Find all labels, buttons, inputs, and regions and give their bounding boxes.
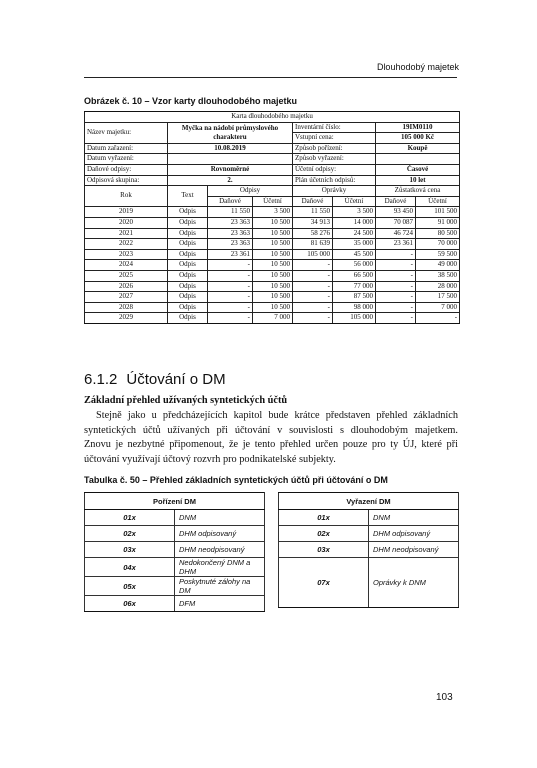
row-tax-depreciation: 23 363 [208, 217, 253, 228]
header-rule [84, 77, 457, 78]
subheader-accounting: Účetní [253, 196, 293, 207]
label-accounting-depreciation: Účetní odpisy: [293, 164, 376, 175]
paragraph-line: Znovu je nezbytné připomenout, že je tento přehled určen pouze pro ty ÚJ, které při [84, 439, 458, 451]
row-tax-residual: - [376, 292, 416, 303]
running-head: Dlouhodobý majetek [376, 62, 459, 72]
value-acquisition-method: Koupě [376, 143, 460, 154]
paragraph-line: syntetických účtů užívaných při účtování v souvislosti s dlouhodobým majetkem. [84, 424, 458, 436]
account-name: Nedokončený DNM a DHM [175, 558, 265, 577]
header-accumulated: Oprávky [293, 186, 376, 197]
row-accounting-residual: 49 000 [416, 260, 460, 271]
label-date-removed: Datum vyřazení: [85, 154, 168, 165]
row-tax-depreciation: - [208, 302, 253, 313]
value-date-added: 10.08.2019 [168, 143, 293, 154]
row-accounting-residual: 101 500 [416, 207, 460, 218]
label-removal-method: Způsob vyřazení: [293, 154, 376, 165]
row-tax-depreciation: - [208, 313, 253, 324]
row-accounting-residual: 80 500 [416, 228, 460, 239]
paragraph [84, 409, 458, 467]
row-text: Odpis [168, 292, 208, 303]
row-text: Odpis [168, 260, 208, 271]
value-date-removed [168, 154, 293, 165]
value-depreciation-plan: 10 let [376, 175, 460, 186]
card-title: Karta dlouhodobého majetku [85, 112, 460, 123]
row-tax-residual: 70 087 [376, 217, 416, 228]
row-tax-depreciation: - [208, 260, 253, 271]
row-tax-accumulated: 34 913 [293, 217, 333, 228]
removal-column [278, 492, 459, 608]
row-tax-residual: - [376, 260, 416, 271]
section-title: Účtování o DM [126, 371, 226, 388]
paragraph-line: Stejně jako u předcházejících kapitol bude krátce představen přehled základních [96, 410, 458, 421]
account-code: 04x [85, 558, 175, 577]
row-tax-depreciation: - [208, 292, 253, 303]
row-tax-accumulated: - [293, 292, 333, 303]
row-tax-residual: - [376, 270, 416, 281]
account-name: Poskytnuté zálohy na DM [175, 577, 265, 596]
label-entry-price: Vstupní cena: [293, 133, 376, 144]
row-tax-depreciation: - [208, 281, 253, 292]
label-inventory-number: Inventární číslo: [293, 122, 376, 133]
row-text: Odpis [168, 313, 208, 324]
label-depreciation-group: Odpisová skupina: [85, 175, 168, 186]
row-accounting-depreciation: 10 500 [253, 260, 293, 271]
row-year: 2027 [85, 292, 168, 303]
label-acquisition-method: Způsob pořízení: [293, 143, 376, 154]
row-tax-residual: - [376, 249, 416, 260]
row-text: Odpis [168, 249, 208, 260]
depreciation-row [85, 260, 460, 271]
row-accounting-depreciation: 10 500 [253, 228, 293, 239]
account-code: 02x [279, 526, 369, 542]
header-year: Rok [85, 186, 168, 207]
row-accounting-accumulated: 3 500 [333, 207, 376, 218]
row-tax-depreciation: - [208, 270, 253, 281]
row-year: 2020 [85, 217, 168, 228]
acquisition-title: Pořízení DM [85, 493, 265, 510]
figure-caption: Obrázek č. 10 – Vzor karty dlouhodobého majetku [84, 96, 298, 106]
depreciation-row [85, 281, 460, 292]
row-tax-depreciation: 11 550 [208, 207, 253, 218]
row-tax-accumulated: 105 000 [293, 249, 333, 260]
row-text: Odpis [168, 207, 208, 218]
account-code: 02x [85, 526, 175, 542]
account-code: 06x [85, 596, 175, 612]
depreciation-row [85, 217, 460, 228]
row-year: 2028 [85, 302, 168, 313]
row-year: 2024 [85, 260, 168, 271]
row-accounting-residual: 38 500 [416, 270, 460, 281]
account-name: DNM [369, 510, 459, 526]
row-text: Odpis [168, 302, 208, 313]
subheading: Základní přehled užívaných syntetických účtů [84, 395, 288, 406]
row-accounting-depreciation: 10 500 [253, 249, 293, 260]
value-removal-method [376, 154, 460, 165]
row-tax-accumulated: - [293, 260, 333, 271]
row-year: 2022 [85, 239, 168, 250]
subheader-tax: Daňové [376, 196, 416, 207]
row-accounting-residual: 17 500 [416, 292, 460, 303]
label-date-added: Datum zařazení: [85, 143, 168, 154]
subheader-tax: Daňové [208, 196, 253, 207]
row-tax-accumulated: 81 639 [293, 239, 333, 250]
row-tax-residual: - [376, 302, 416, 313]
account-name: DHM odpisovaný [369, 526, 459, 542]
table-caption: Tabulka č. 50 – Přehled základních syntetických účtů při účtování o DM [84, 475, 388, 485]
row-accounting-residual: 59 500 [416, 249, 460, 260]
row-text: Odpis [168, 270, 208, 281]
row-text: Odpis [168, 239, 208, 250]
row-accounting-residual: 28 000 [416, 281, 460, 292]
header-text: Text [168, 186, 208, 207]
row-accounting-residual: 91 000 [416, 217, 460, 228]
row-accounting-depreciation: 10 500 [253, 292, 293, 303]
depreciation-row [85, 270, 460, 281]
row-year: 2021 [85, 228, 168, 239]
account-code: 03x [85, 542, 175, 558]
account-name: DHM odpisovaný [175, 526, 265, 542]
account-name: DNM [175, 510, 265, 526]
row-accounting-accumulated: 56 000 [333, 260, 376, 271]
row-year: 2023 [85, 249, 168, 260]
row-accounting-accumulated: 14 000 [333, 217, 376, 228]
depreciation-row [85, 228, 460, 239]
page-number: 103 [436, 692, 453, 703]
account-code: 03x [279, 542, 369, 558]
row-accounting-accumulated: 35 000 [333, 239, 376, 250]
subheader-tax: Daňové [293, 196, 333, 207]
row-accounting-accumulated: 105 000 [333, 313, 376, 324]
subheader-accounting: Účetní [333, 196, 376, 207]
depreciation-row [85, 302, 460, 313]
label-tax-depreciation: Daňové odpisy: [85, 164, 168, 175]
row-tax-residual: 46 724 [376, 228, 416, 239]
acquisition-column [84, 492, 265, 612]
row-tax-accumulated: - [293, 313, 333, 324]
row-tax-residual: - [376, 281, 416, 292]
subheader-accounting: Účetní [416, 196, 460, 207]
account-code: 01x [279, 510, 369, 526]
row-accounting-residual: 70 000 [416, 239, 460, 250]
row-text: Odpis [168, 281, 208, 292]
value-entry-price: 105 000 Kč [376, 133, 460, 144]
row-tax-residual: 23 361 [376, 239, 416, 250]
depreciation-row [85, 249, 460, 260]
depreciation-row [85, 313, 460, 324]
paragraph-line: účtování využívají účtový rozvrh pro podnikatelské subjekty. [84, 453, 336, 465]
row-tax-depreciation: 23 363 [208, 228, 253, 239]
row-tax-accumulated: 11 550 [293, 207, 333, 218]
row-tax-residual: - [376, 313, 416, 324]
row-tax-residual: 93 450 [376, 207, 416, 218]
value-accounting-depreciation: Časové [376, 164, 460, 175]
depreciation-row [85, 207, 460, 218]
account-name: DHM neodpisovaný [369, 542, 459, 558]
removal-title: Vyřazení DM [279, 493, 459, 510]
value-depreciation-group: 2. [168, 175, 293, 186]
label-asset-name: Název majetku: [85, 122, 168, 143]
asset-card-table [84, 111, 460, 324]
row-year: 2025 [85, 270, 168, 281]
row-accounting-depreciation: 10 500 [253, 239, 293, 250]
row-tax-accumulated: 58 276 [293, 228, 333, 239]
row-accounting-depreciation: 3 500 [253, 207, 293, 218]
row-accounting-accumulated: 45 500 [333, 249, 376, 260]
row-accounting-accumulated: 77 000 [333, 281, 376, 292]
account-name: DHM neodpisovaný [175, 542, 265, 558]
row-accounting-residual: - [416, 313, 460, 324]
row-accounting-accumulated: 66 500 [333, 270, 376, 281]
account-name: Oprávky k DNM [369, 558, 459, 608]
header-depreciation: Odpisy [208, 186, 293, 197]
row-accounting-depreciation: 10 500 [253, 270, 293, 281]
row-tax-accumulated: - [293, 281, 333, 292]
value-inventory-number: 19IM0110 [376, 122, 460, 133]
row-accounting-depreciation: 7 000 [253, 313, 293, 324]
row-text: Odpis [168, 228, 208, 239]
depreciation-row [85, 292, 460, 303]
row-accounting-accumulated: 24 500 [333, 228, 376, 239]
account-code: 07x [279, 558, 369, 608]
row-year: 2019 [85, 207, 168, 218]
row-year: 2026 [85, 281, 168, 292]
account-code: 05x [85, 577, 175, 596]
row-tax-depreciation: 23 363 [208, 239, 253, 250]
depreciation-row [85, 239, 460, 250]
value-tax-depreciation: Rovnoměrné [168, 164, 293, 175]
value-asset-name: Myčka na nádobí průmyslového charakteru [168, 122, 293, 143]
row-accounting-depreciation: 10 500 [253, 217, 293, 228]
header-residual: Zůstatková cena [376, 186, 460, 197]
row-text: Odpis [168, 217, 208, 228]
account-name: DFM [175, 596, 265, 612]
section-heading [84, 371, 226, 388]
row-accounting-depreciation: 10 500 [253, 281, 293, 292]
row-accounting-accumulated: 98 000 [333, 302, 376, 313]
row-tax-accumulated: - [293, 302, 333, 313]
label-depreciation-plan: Plán účetních odpisů: [293, 175, 376, 186]
row-accounting-depreciation: 10 500 [253, 302, 293, 313]
account-code: 01x [85, 510, 175, 526]
row-tax-accumulated: - [293, 270, 333, 281]
section-number: 6.1.2 [84, 371, 118, 388]
row-accounting-accumulated: 87 500 [333, 292, 376, 303]
row-tax-depreciation: 23 361 [208, 249, 253, 260]
row-accounting-residual: 7 000 [416, 302, 460, 313]
row-year: 2029 [85, 313, 168, 324]
